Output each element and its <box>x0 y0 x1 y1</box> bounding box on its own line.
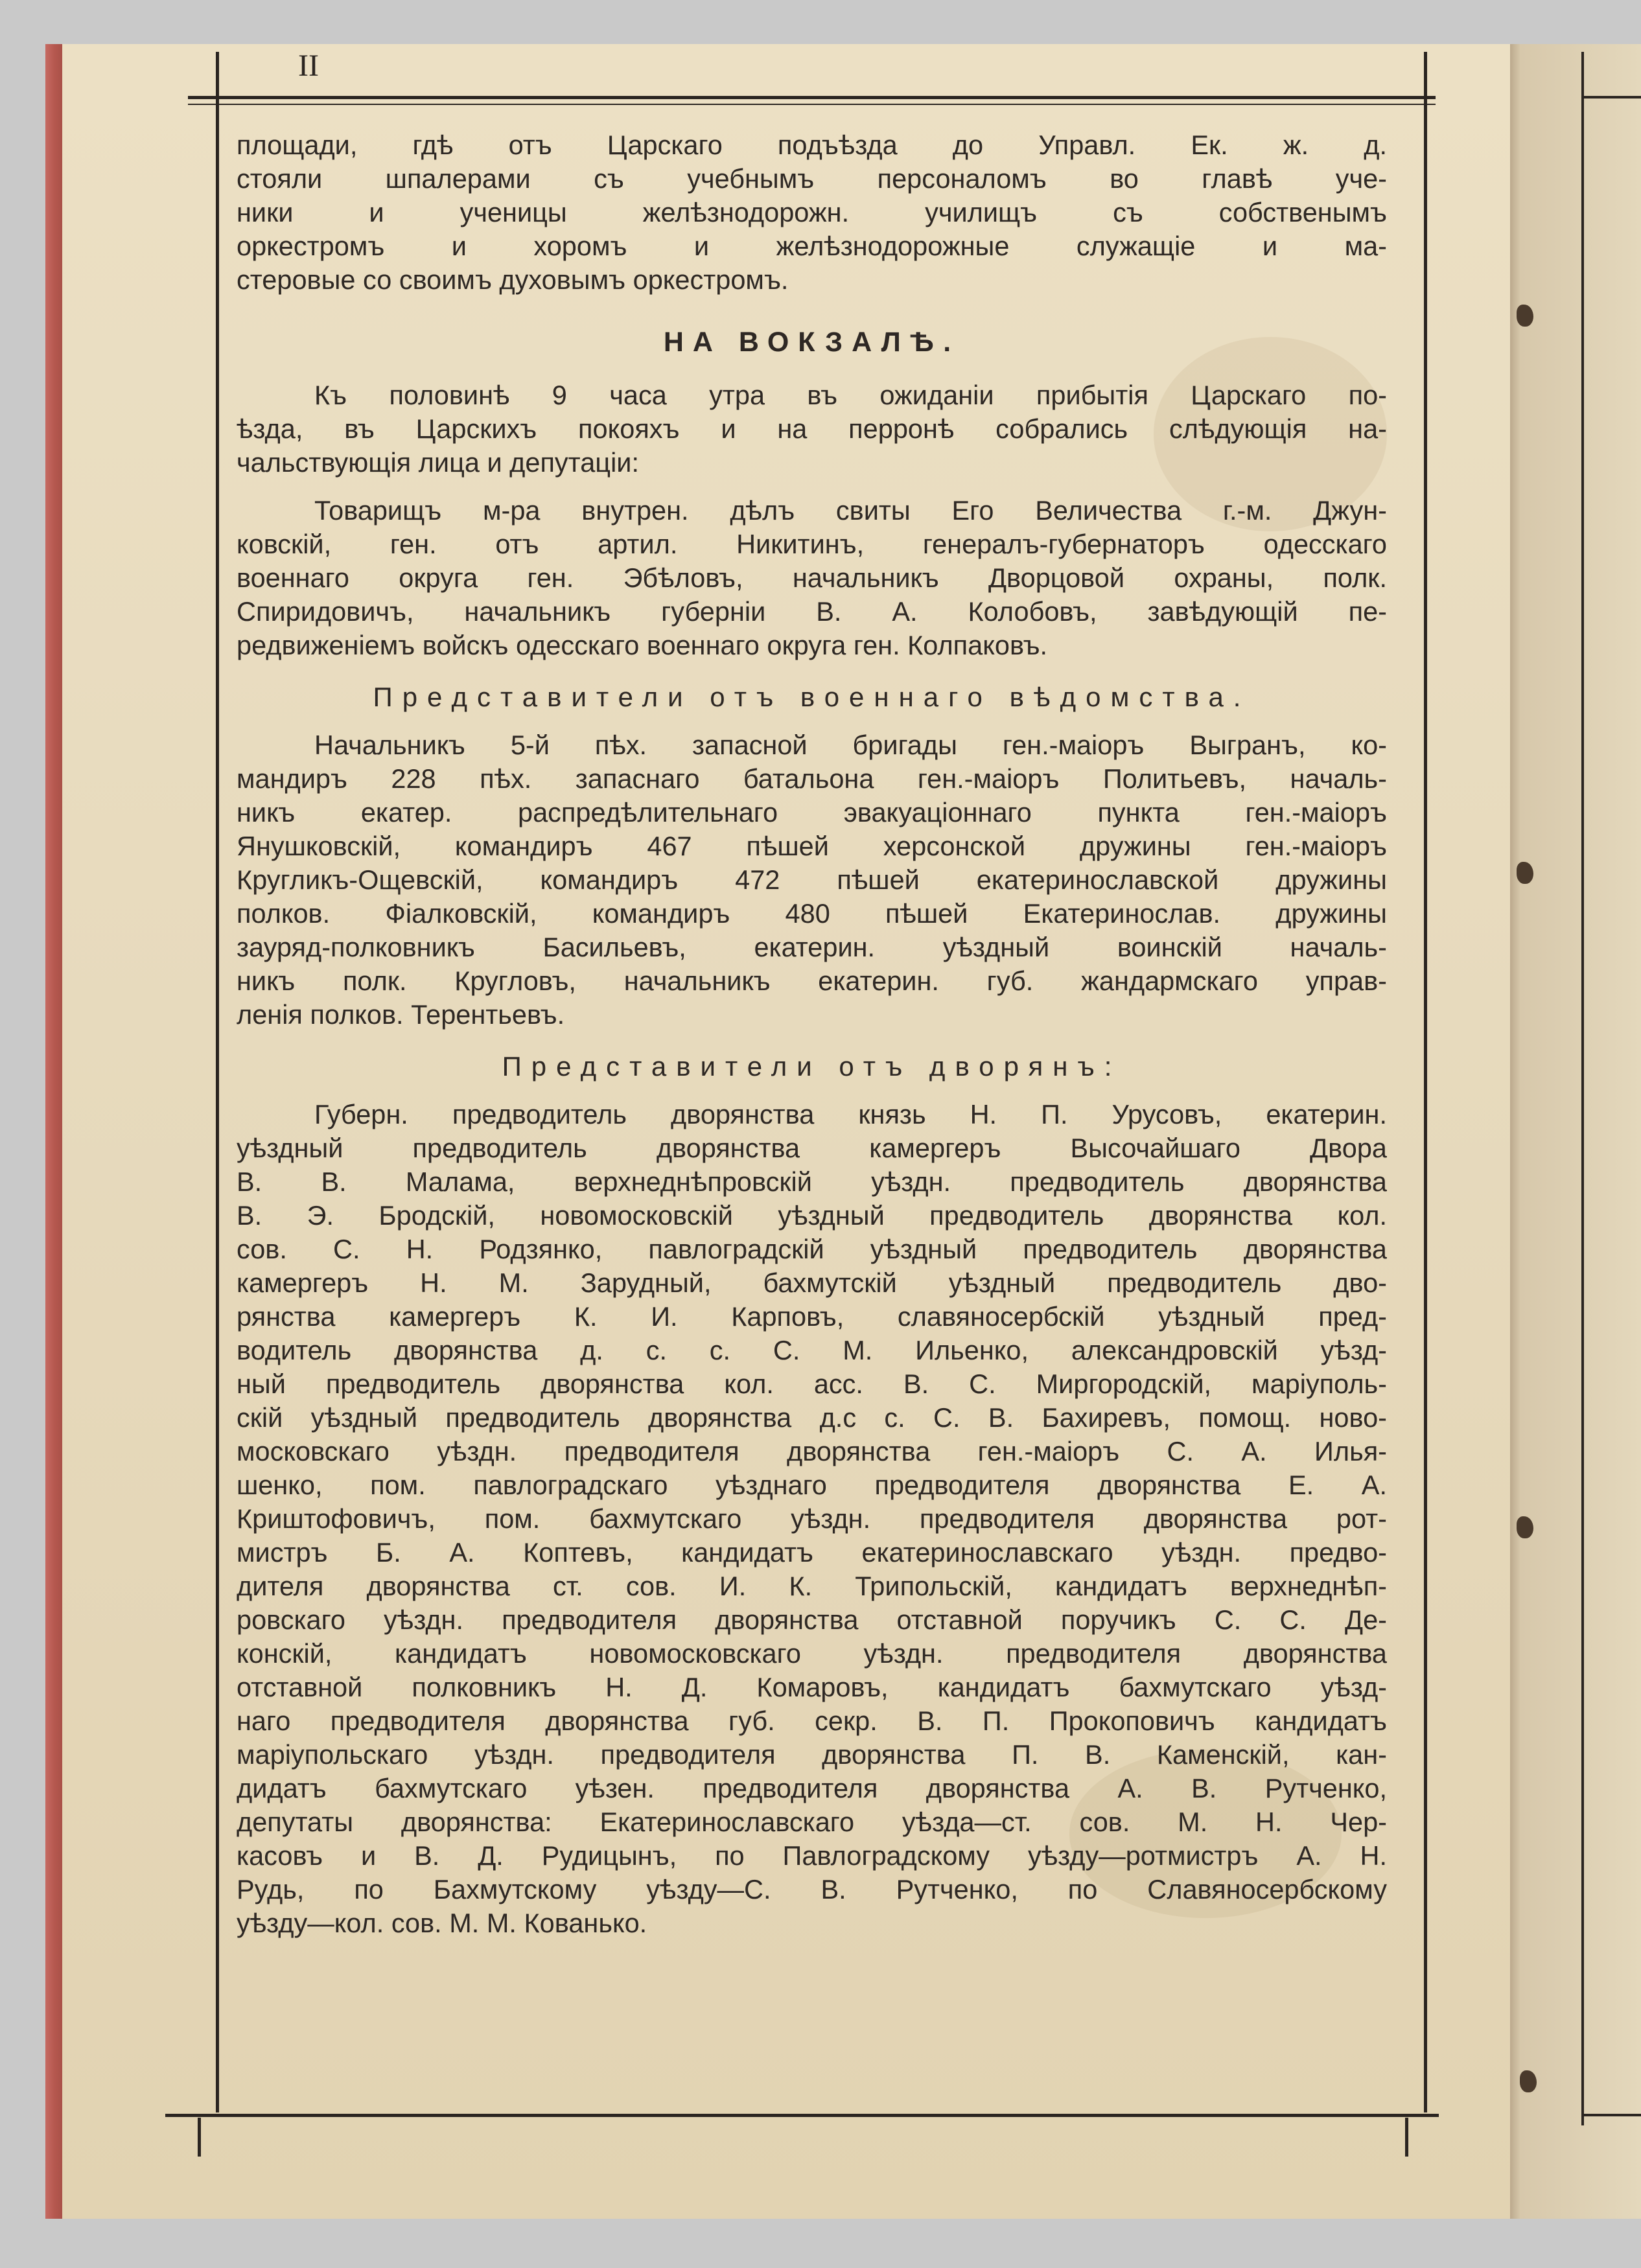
text-line: никъ екатер. распредѣлительнаго эвакуаціоннаго пункта ген.-маіоръ <box>237 797 1387 827</box>
page-body <box>237 128 1387 1940</box>
text-line: Кругликъ-Ощевскій, командиръ 472 пѣшей екатеринославской дружины <box>237 864 1387 895</box>
text-line: мандиръ 228 пѣх. запаснаго батальона ген.-маіоръ Политьевъ, началь- <box>237 763 1387 794</box>
text-line: камергеръ Н. М. Зарудный, бахмутскій уѣздный предводитель дво- <box>237 1267 1387 1298</box>
text-line: уѣздный предводитель дворянства камергеръ Высочайшаго Двора <box>237 1133 1387 1163</box>
text-line: дидатъ бахмутскаго уѣзен. предводителя дворянства А. В. Рутченко, <box>237 1773 1387 1803</box>
text-line: мистръ Б. А. Коптевъ, кандидатъ екатеринославскаго уѣздн. предво- <box>237 1537 1387 1568</box>
text-line: оркестромъ и хоромъ и желѣзнодорожные служащіе и ма- <box>237 231 1387 261</box>
text-line: ѣзда, въ Царскихъ покояхъ и на перронѣ собрались слѣдующія на- <box>237 413 1387 444</box>
frame-bottom-rule <box>165 2114 1439 2117</box>
text-line: редвиженіемъ войскъ одесскаго военнаго округа ген. Колпаковъ. <box>237 630 1048 660</box>
section-heading-nobility: Представители отъ дворянъ: <box>502 1051 1122 1082</box>
text-line: стояли шпалерами съ учебнымъ персоналомъ во главѣ уче- <box>237 163 1387 194</box>
text-line: чальствующія лица и депутаціи: <box>237 447 640 478</box>
section-heading-military: Представители отъ военнаго вѣдомства. <box>373 682 1251 712</box>
text-line: шенко, пом. павлоградскаго уѣзднаго предводителя дворянства Е. А. <box>237 1470 1387 1500</box>
text-line: Янушковскій, командиръ 467 пѣшей херсонской дружины ген.-маіоръ <box>237 831 1387 861</box>
text-line: отставной полковникъ Н. Д. Комаровъ, кандидатъ бахмутскаго уѣзд- <box>237 1672 1387 1702</box>
text-line: конскій, кандидатъ новомосковскаго уѣздн. предводителя дворянства <box>237 1638 1387 1669</box>
text-line: Криштофовичъ, пом. бахмутскаго уѣздн. предводителя дворянства рот- <box>237 1503 1387 1534</box>
text-line: стеровые со своимъ духовымъ оркестромъ. <box>237 264 789 295</box>
text-line: В. В. Малама, верхнеднѣпровскій уѣздн. предводитель дворянства <box>237 1166 1387 1197</box>
text-line: ники и ученицы желѣзнодорожн. училищъ съ собственымъ <box>237 197 1387 227</box>
text-line: ленія полков. Терентьевъ. <box>237 999 565 1030</box>
frame-bottom-tick-left <box>198 2118 201 2157</box>
text-line: водитель дворянства д. с. с. С. М. Ильенко, александровскій уѣзд- <box>237 1335 1387 1365</box>
adjacent-page-edge <box>1510 44 1641 2219</box>
text-line: полков. Фіалковскій, командиръ 480 пѣшей Екатеринослав. дружины <box>237 898 1387 929</box>
text-line: сов. С. Н. Родзянко, павлоградскій уѣздный предводитель дворянства <box>237 1234 1387 1264</box>
ink-blot <box>1520 2070 1537 2092</box>
ink-blot <box>1517 305 1533 327</box>
ink-blot <box>1517 862 1533 884</box>
text-line: скій уѣздный предводитель дворянства д.с с. С. В. Бахиревъ, помощ. ново- <box>237 1402 1387 1433</box>
adjacent-page-rule <box>1581 52 1584 2125</box>
text-line: Спиридовичъ, начальникъ губерніи В. А. Колобовъ, завѣдующій пе- <box>237 596 1387 627</box>
text-line: Къ половинѣ 9 часа утра въ ожиданіи прибытія Царскаго по- <box>314 380 1387 410</box>
nobility-paragraph <box>237 1098 1387 1940</box>
ink-blot <box>1517 1516 1533 1538</box>
intro-paragraph <box>237 128 1387 297</box>
text-line: ный предводитель дворянства кол. асс. В. С. Миргородскій, маріуполь- <box>237 1369 1387 1399</box>
page-number: II <box>298 49 319 83</box>
text-line: зауряд-полковникъ Басильевъ, екатерин. уѣздный воинскій началь- <box>237 932 1387 962</box>
frame-right-rule <box>1424 52 1427 2112</box>
text-line: уѣзду—кол. сов. М. М. Кованько. <box>237 1908 647 1938</box>
text-line: дителя дворянства ст. сов. И. К. Трипольскій, кандидатъ верхнеднѣп- <box>237 1571 1387 1601</box>
text-line: московскаго уѣздн. предводителя дворянства ген.-маіоръ С. А. Илья- <box>237 1436 1387 1466</box>
text-line: ковскій, ген. отъ артил. Никитинъ, генералъ-губернаторъ одесскаго <box>237 529 1387 559</box>
text-line: касовъ и В. Д. Рудицынъ, по Павлоградскому уѣзду—ротмистръ А. Н. <box>237 1840 1387 1871</box>
officials-paragraph <box>237 494 1387 662</box>
text-line: Губерн. предводитель дворянства князь Н. П. Урусовъ, екатерин. <box>314 1099 1387 1129</box>
text-line: военнаго округа ген. Эбѣловъ, начальникъ Дворцовой охраны, полк. <box>237 562 1387 593</box>
text-line: наго предводителя дворянства губ. секр. В. П. Прокоповичъ кандидатъ <box>237 1706 1387 1736</box>
text-line: В. Э. Бродскій, новомосковскій уѣздный предводитель дворянства кол. <box>237 1200 1387 1231</box>
arrival-paragraph <box>237 378 1387 480</box>
text-line: депутаты дворянства: Екатеринославскаго уѣзда—ст. сов. М. Н. Чер- <box>237 1807 1387 1837</box>
book-spine-edge <box>45 44 62 2219</box>
text-line: Рудь, по Бахмутскому уѣзду—С. В. Рутченко, по Славяносербскому <box>237 1874 1387 1904</box>
frame-left-rule <box>216 52 219 2112</box>
frame-top-rule-thin <box>188 104 1436 105</box>
text-line: площади, гдѣ отъ Царскаго подъѣзда до Управл. Ек. ж. д. <box>237 130 1387 160</box>
text-line: маріупольскаго уѣздн. предводителя дворянства П. В. Каменскій, кан- <box>237 1739 1387 1770</box>
frame-top-rule <box>188 96 1436 99</box>
text-line: рянства камергеръ К. И. Карповъ, славяносербскій уѣздный пред- <box>237 1301 1387 1332</box>
section-heading-station: НА ВОКЗАЛѢ. <box>663 327 960 358</box>
text-line: Товарищъ м-ра внутрен. дѣлъ свиты Его Величества г.-м. Джун- <box>314 495 1387 526</box>
adjacent-page-bottom-rule <box>1581 2114 1641 2116</box>
frame-bottom-tick-right <box>1405 2118 1408 2157</box>
text-line: ровскаго уѣздн. предводителя дворянства отставной поручикъ С. С. Де- <box>237 1604 1387 1635</box>
text-line: Начальникъ 5-й пѣх. запасной бригады ген.-маіоръ Выгранъ, ко- <box>314 730 1387 760</box>
adjacent-page-top-rule <box>1581 96 1641 98</box>
military-paragraph <box>237 728 1387 1032</box>
text-line: никъ полк. Кругловъ, начальникъ екатерин. губ. жандармскаго управ- <box>237 966 1387 996</box>
